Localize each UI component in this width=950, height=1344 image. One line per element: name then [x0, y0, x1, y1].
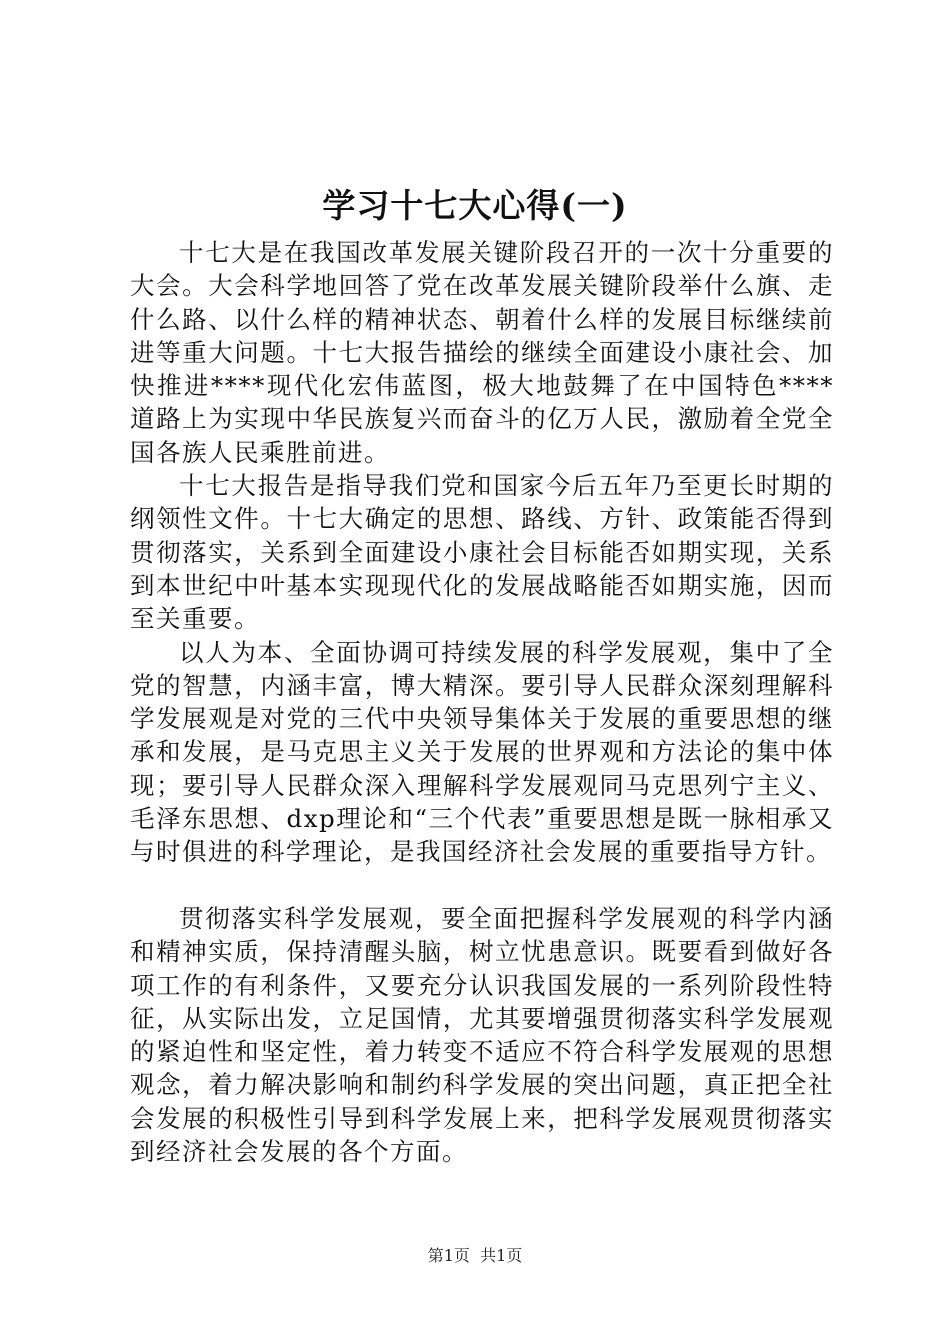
paragraph-spacer [130, 869, 834, 902]
paragraph-3: 以人为本、全面协调可持续发展的科学发展观，集中了全党的智慧，内涵丰富，博大精深。要引导人民群众深刻理解科学发展观是对党的三代中央领导集体关于发展的重要思想的继承和发展，是马克思主义关于发展的世界观和方法论的集中体现；要引导人民群众深入理解科学发展观同马克思列宁主义、毛泽东思想、dxp理论和“三个代表”重要思想是既一脉相承又与时俱进的科学理论，是我国经济社会发展的重要指导方针。 [130, 637, 834, 867]
paragraph-1: 十七大是在我国改革发展关键阶段召开的一次十分重要的大会。大会科学地回答了党在改革发展关键阶段举什么旗、走什么路、以什么样的精神状态、朝着什么样的发展目标继续前进等重大问题。十七大报告描绘的继续全面建设小康社会、加快推进****现代化宏伟蓝图，极大地鼓舞了在中国特色****道路上为实现中华民族复兴而奋斗的亿万人民，激励着全党全国各族人民乘胜前进。 [130, 238, 834, 467]
paragraph-2: 十七大报告是指导我们党和国家今后五年乃至更长时期的纲领性文件。十七大确定的思想、路线、方针、政策能否得到贯彻落实，关系到全面建设小康社会目标能否如期实现，关系到本世纪中叶基本实现现代化的发展战略能否如期实施，因而至关重要。 [130, 471, 834, 634]
page-footer: 第1页 共1页 [427, 1246, 523, 1265]
document-title: 学习十七大心得(一) [322, 186, 628, 225]
paragraph-4: 贯彻落实科学发展观，要全面把握科学发展观的科学内涵和精神实质，保持清醒头脑，树立忧患意识。既要看到做好各项工作的有利条件，又要充分认识我国发展的一系列阶段性特征，从实际出发，立足国情，尤其要增强贯彻落实科学发展观的紧迫性和坚定性，着力转变不适应不符合科学发展观的思想观念，着力解决影响和制约科学发展的突出问题，真正把全社会发展的积极性引导到科学发展上来，把科学发展观贯彻落实到经济社会发展的各个方面。 [130, 903, 834, 1167]
document-body [130, 236, 834, 1168]
